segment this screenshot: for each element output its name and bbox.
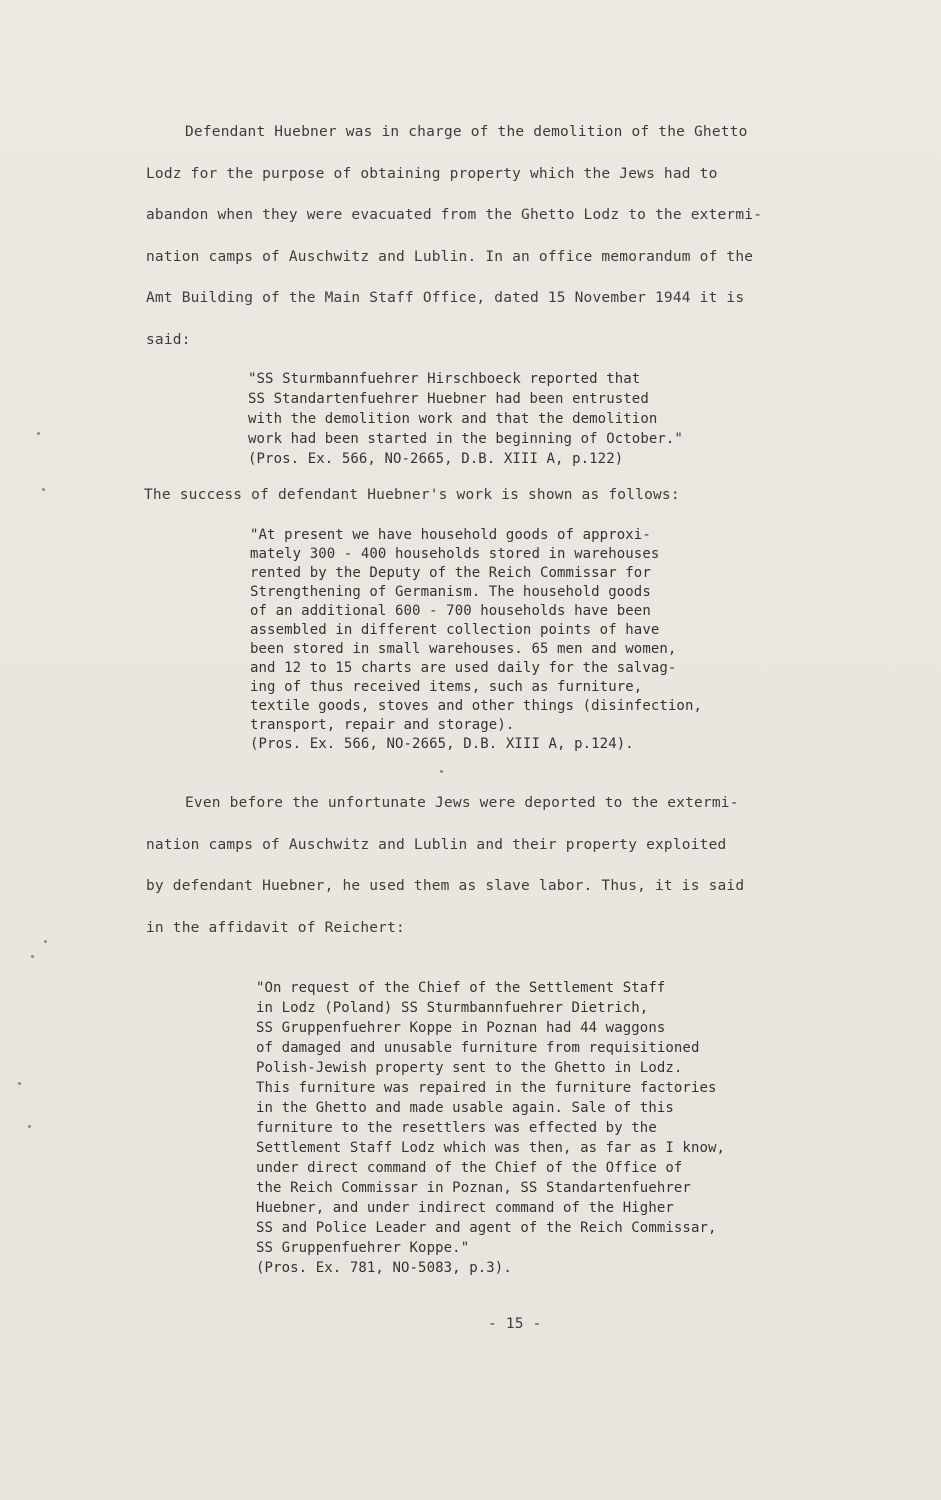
text-line: nation camps of Auschwitz and Lublin and their property exploited [146, 837, 727, 853]
scan-speck [28, 1125, 31, 1128]
quote-line: Strengthening of Germanism. The household goods [250, 584, 651, 600]
quote-line: under direct command of the Chief of the Office of [256, 1160, 683, 1176]
quote-line: in the Ghetto and made usable again. Sale of this [256, 1100, 674, 1116]
quote-line: Polish-Jewish property sent to the Ghetto in Lodz. [256, 1060, 683, 1076]
quote-line: "SS Sturmbannfuehrer Hirschboeck reported that [248, 371, 641, 387]
quote-line: Settlement Staff Lodz which was then, as far as I know, [256, 1140, 726, 1156]
scan-speck [44, 940, 47, 943]
text-line: in the affidavit of Reichert: [146, 920, 405, 936]
quote-line: ing of thus received items, such as furniture, [250, 679, 643, 695]
quote-line: SS and Police Leader and agent of the Reich Commissar, [256, 1220, 717, 1236]
quote-line: textile goods, stoves and other things (disinfection, [250, 698, 703, 714]
quote-line: mately 300 - 400 households stored in warehouses [250, 546, 660, 562]
quote-line: SS Gruppenfuehrer Koppe in Poznan had 44 waggons [256, 1020, 666, 1036]
text-line: Lodz for the purpose of obtaining property which the Jews had to [146, 166, 718, 182]
quote-line: work had been started in the beginning of October." [248, 431, 683, 447]
quote-line: furniture to the resettlers was effected by the [256, 1120, 657, 1136]
quote-line: transport, repair and storage). [250, 717, 515, 733]
quote-line: This furniture was repaired in the furniture factories [256, 1080, 717, 1096]
text-line: Defendant Huebner was in charge of the demolition of the Ghetto [185, 124, 748, 140]
quote-line: SS Gruppenfuehrer Koppe." [256, 1240, 470, 1256]
page-number: - 15 - [488, 1316, 542, 1332]
citation: (Pros. Ex. 566, NO-2665, D.B. XIII A, p.122) [248, 451, 624, 467]
text-line: Amt Building of the Main Staff Office, dated 15 November 1944 it is [146, 290, 745, 306]
quote-line: SS Standartenfuehrer Huebner had been entrusted [248, 391, 649, 407]
text-line: abandon when they were evacuated from the Ghetto Lodz to the extermi- [146, 207, 763, 223]
scan-speck [18, 1082, 21, 1085]
quote-line: "On request of the Chief of the Settlement Staff [256, 980, 666, 996]
quote-line: been stored in small warehouses. 65 men and women, [250, 641, 677, 657]
quote-line: of an additional 600 - 700 households have been [250, 603, 651, 619]
scan-speck [440, 770, 443, 773]
quote-line: and 12 to 15 charts are used daily for the salvag- [250, 660, 677, 676]
quote-line: in Lodz (Poland) SS Sturmbannfuehrer Dietrich, [256, 1000, 649, 1016]
quote-line: the Reich Commissar in Poznan, SS Standartenfuehrer [256, 1180, 691, 1196]
quote-line: Huebner, and under indirect command of the Higher [256, 1200, 674, 1216]
quote-line: "At present we have household goods of approxi- [250, 527, 651, 543]
text-line: Even before the unfortunate Jews were deported to the extermi- [185, 795, 739, 811]
text-line: nation camps of Auschwitz and Lublin. In an office memorandum of the [146, 249, 754, 265]
quote-line: of damaged and unusable furniture from requisitioned [256, 1040, 700, 1056]
text-line: said: [146, 332, 191, 348]
text-line: by defendant Huebner, he used them as slave labor. Thus, it is said [146, 878, 745, 894]
quote-line: rented by the Deputy of the Reich Commissar for [250, 565, 651, 581]
quote-line: with the demolition work and that the demolition [248, 411, 658, 427]
citation: (Pros. Ex. 781, NO-5083, p.3). [256, 1260, 512, 1276]
scan-speck [37, 432, 40, 435]
intro-success: The success of defendant Huebner's work is shown as follows: [144, 487, 680, 503]
scan-speck [31, 955, 34, 958]
scan-speck [42, 488, 45, 491]
citation: (Pros. Ex. 566, NO-2665, D.B. XIII A, p.124). [250, 736, 634, 752]
quote-line: assembled in different collection points of have [250, 622, 660, 638]
